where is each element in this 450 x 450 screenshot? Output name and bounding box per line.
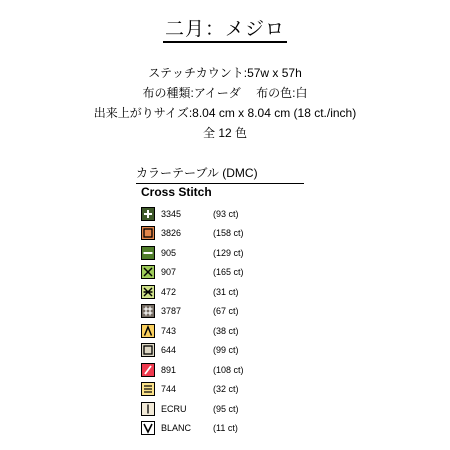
thread-code: 3826: [161, 228, 182, 239]
thread-row: [141, 419, 244, 439]
square-icon: [141, 226, 155, 240]
color-count: 全 12 色: [202, 126, 248, 140]
fabric-info: 布の種類:アイーダ 布の色:白: [142, 86, 308, 100]
thread-row: [141, 243, 244, 263]
thread-code: 472: [161, 286, 177, 297]
thread-row: [141, 360, 244, 380]
thread-code: 891: [161, 364, 177, 375]
lambda-icon: [141, 324, 155, 338]
stitch-count-value: (95 ct): [213, 403, 239, 414]
thread-row: [141, 399, 244, 419]
finished-size: 出来上がりサイズ:8.04 cm x 8.04 cm (18 ct./inch): [93, 106, 357, 120]
stitch-count-value: (165 ct): [213, 267, 244, 278]
palette-heading: カラーテーブル (DMC): [136, 164, 304, 184]
stitch-count-value: (158 ct): [213, 228, 244, 239]
thread-code: ECRU: [161, 403, 187, 414]
slash-icon: [141, 363, 155, 377]
v-icon: [141, 421, 155, 435]
thread-row: [141, 321, 244, 341]
stitch-count-value: (38 ct): [213, 325, 239, 336]
section-label: Cross Stitch: [141, 185, 212, 199]
stitch-count-value: (32 ct): [213, 384, 239, 395]
thread-code: 3345: [161, 208, 182, 219]
stitch-count-value: (31 ct): [213, 286, 239, 297]
thread-code: 907: [161, 267, 177, 278]
stitch-count-value: (108 ct): [213, 364, 244, 375]
thread-code: 743: [161, 325, 177, 336]
thread-code: BLANC: [161, 423, 192, 434]
asterisk-icon: [141, 285, 155, 299]
dash-icon: [141, 246, 155, 260]
page-title: 二月：メジロ: [0, 14, 450, 41]
thread-code: 3787: [161, 306, 182, 317]
thread-row: [141, 282, 244, 302]
stitch-count-value: (67 ct): [213, 306, 239, 317]
thread-row: [141, 204, 244, 224]
stitch-count-value: (11 ct): [213, 423, 238, 434]
thread-code: 744: [161, 384, 177, 395]
thread-row: [141, 341, 244, 361]
lines-icon: [141, 382, 155, 396]
stitch-count: ステッチカウント:57w x 57h: [148, 66, 302, 80]
thread-code: 644: [161, 345, 177, 356]
plus-icon: [141, 207, 155, 221]
thread-row: [141, 263, 244, 283]
x-icon: [141, 265, 155, 279]
stitch-count-value: (93 ct): [213, 208, 239, 219]
thread-row: [141, 302, 244, 322]
thread-row: [141, 380, 244, 400]
hash-icon: [141, 304, 155, 318]
thread-code: 905: [161, 247, 177, 258]
stitch-count-value: (99 ct): [213, 345, 239, 356]
thread-list: [141, 204, 244, 438]
bar-icon: [141, 402, 155, 416]
square-icon: [141, 343, 155, 357]
stitch-count-value: (129 ct): [213, 247, 244, 258]
thread-row: [141, 224, 244, 244]
pattern-info: [0, 63, 450, 143]
